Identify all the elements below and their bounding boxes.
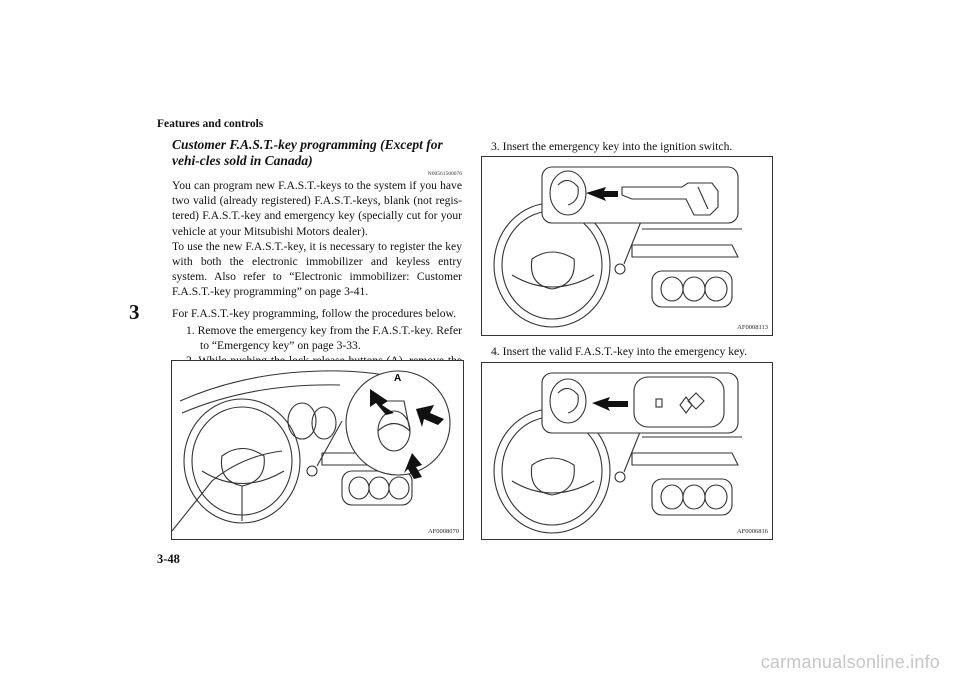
dashboard-illustration bbox=[172, 361, 463, 539]
label-a: A bbox=[394, 373, 402, 384]
figure-code: AF0008070 bbox=[427, 528, 459, 535]
dashboard-illustration-3 bbox=[482, 157, 772, 335]
paragraph-1: You can program new F.A.S.T.-keys to the system if you have two valid (already registered) F.A.S.T.-keys, blank (not regis-tered) F.A.S.T.-key and emergency key (specially cut for your vehicle at your Mitsubishi Motors dealer). bbox=[172, 179, 462, 238]
page-number: 3-48 bbox=[157, 552, 180, 566]
step-1: 1. Remove the emergency key from the F.A.S.T.-key. Refer to “Emergency key” on page 3-33. bbox=[186, 323, 462, 352]
left-column bbox=[172, 137, 462, 383]
watermark[interactable]: carmanualsonline.info bbox=[760, 652, 940, 672]
dashboard-illustration-4 bbox=[482, 363, 772, 539]
chapter-tab-number: 3 bbox=[129, 300, 140, 324]
section-code: N00561500076 bbox=[427, 171, 462, 177]
section-header: Features and controls bbox=[157, 118, 264, 130]
paragraph-2: To use the new F.A.S.T.-key, it is necessary to register the key with both the electronic immobilizer and keyless entry system. Also refer to “Electronic immobilizer: Customer F.A.S.T.-key programming” on page 3-41. bbox=[172, 239, 462, 299]
figure-code-3: AF0008113 bbox=[737, 324, 768, 331]
procedure-intro: For F.A.S.T.-key programming, follow the procedures below. bbox=[172, 306, 457, 320]
step-4: 4. Insert the valid F.A.S.T.-key into the emergency key. bbox=[491, 345, 748, 358]
step-3: 3. Insert the emergency key into the ignition switch. bbox=[491, 140, 733, 153]
figure-insert-fast-key bbox=[481, 362, 773, 540]
figure-insert-emergency-key bbox=[481, 156, 773, 336]
figure-ignition-cover bbox=[171, 360, 464, 540]
section-title: Customer F.A.S.T.-key programming (Except for vehi-cles sold in Canada) bbox=[172, 137, 443, 168]
figure-code-4: AF0006816 bbox=[736, 528, 768, 535]
